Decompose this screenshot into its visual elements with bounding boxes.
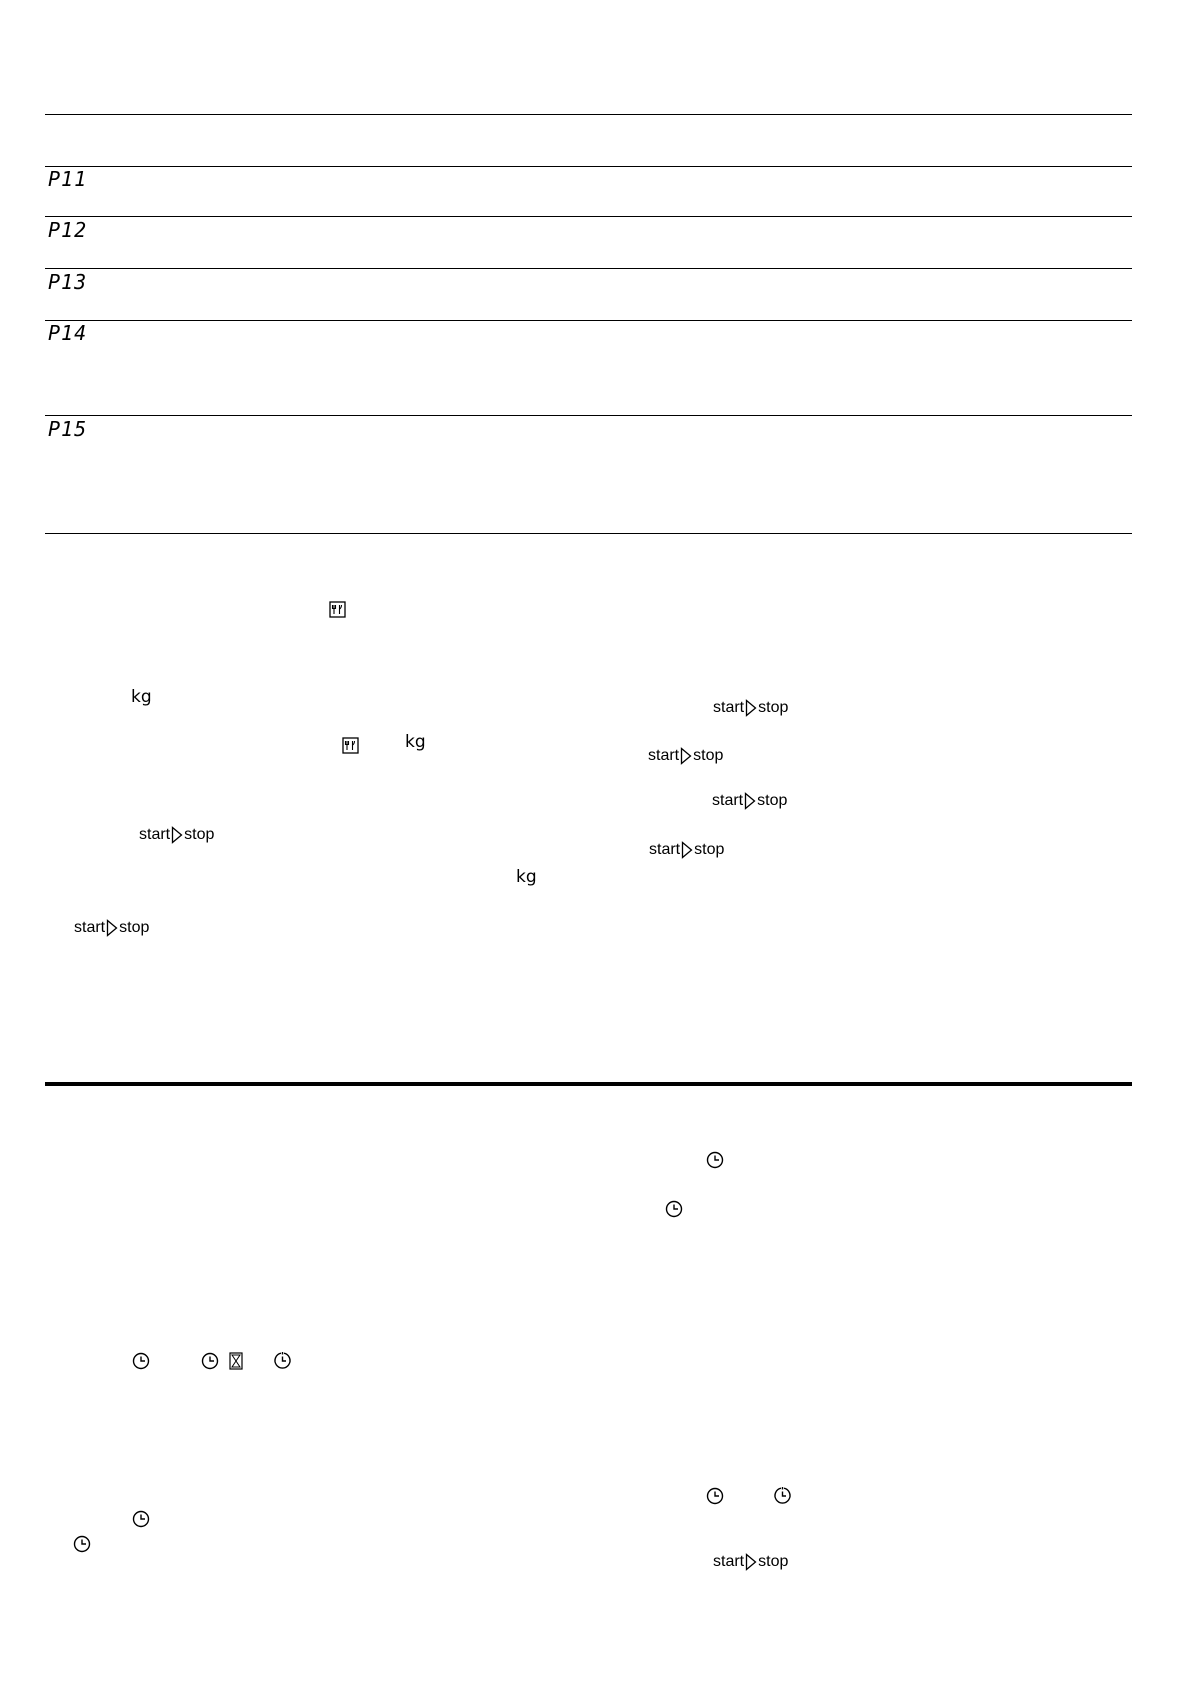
start-stop-symbol [139,826,214,844]
start-label: start [139,826,171,843]
stop-label: stop [757,792,788,809]
table-bottom-rule [45,533,1132,534]
play-triangle-icon [106,919,118,937]
play-triangle-icon [681,841,693,859]
start-label: start [74,919,106,936]
clock-icon [706,1151,724,1174]
stop-label: stop [694,841,725,858]
section-divider [45,1082,1132,1086]
play-triangle-icon [745,1553,757,1571]
kg-symbol: kg [405,732,426,752]
start-stop-symbol [712,792,787,810]
stop-label: stop [693,747,724,764]
start-stop-symbol [74,919,149,937]
program-code: P14 [48,321,88,345]
clock-icon [665,1200,683,1223]
program-code: P15 [48,417,88,441]
start-label: start [713,699,745,716]
program-code: P12 [48,218,88,242]
table-rule [45,320,1132,321]
program-code: P13 [48,270,88,294]
timer-icon [773,1486,792,1510]
start-stop-symbol [713,699,788,717]
dishes-icon [342,737,359,759]
hourglass-icon [229,1352,243,1375]
play-triangle-icon [171,826,183,844]
play-triangle-icon [744,792,756,810]
start-label: start [649,841,681,858]
start-stop-symbol [648,747,723,765]
program-code: P11 [48,167,88,191]
start-label: start [648,747,680,764]
clock-icon [201,1352,219,1375]
clock-icon [132,1352,150,1375]
table-rule [45,415,1132,416]
clock-icon [132,1510,150,1533]
timer-icon [273,1351,292,1375]
stop-label: stop [184,826,215,843]
stop-label: stop [758,1553,789,1570]
dishes-icon [329,601,346,623]
clock-icon [73,1535,91,1558]
stop-label: stop [758,699,789,716]
stop-label: stop [119,919,150,936]
play-triangle-icon [745,699,757,717]
kg-symbol: kg [516,867,537,887]
start-label: start [713,1553,745,1570]
start-stop-symbol [649,841,724,859]
kg-symbol: kg [131,687,152,707]
table-top-rule [45,114,1132,115]
clock-icon [706,1487,724,1510]
table-rule [45,166,1132,167]
start-label: start [712,792,744,809]
table-rule [45,268,1132,269]
table-rule [45,216,1132,217]
start-stop-symbol [713,1553,788,1571]
play-triangle-icon [680,747,692,765]
